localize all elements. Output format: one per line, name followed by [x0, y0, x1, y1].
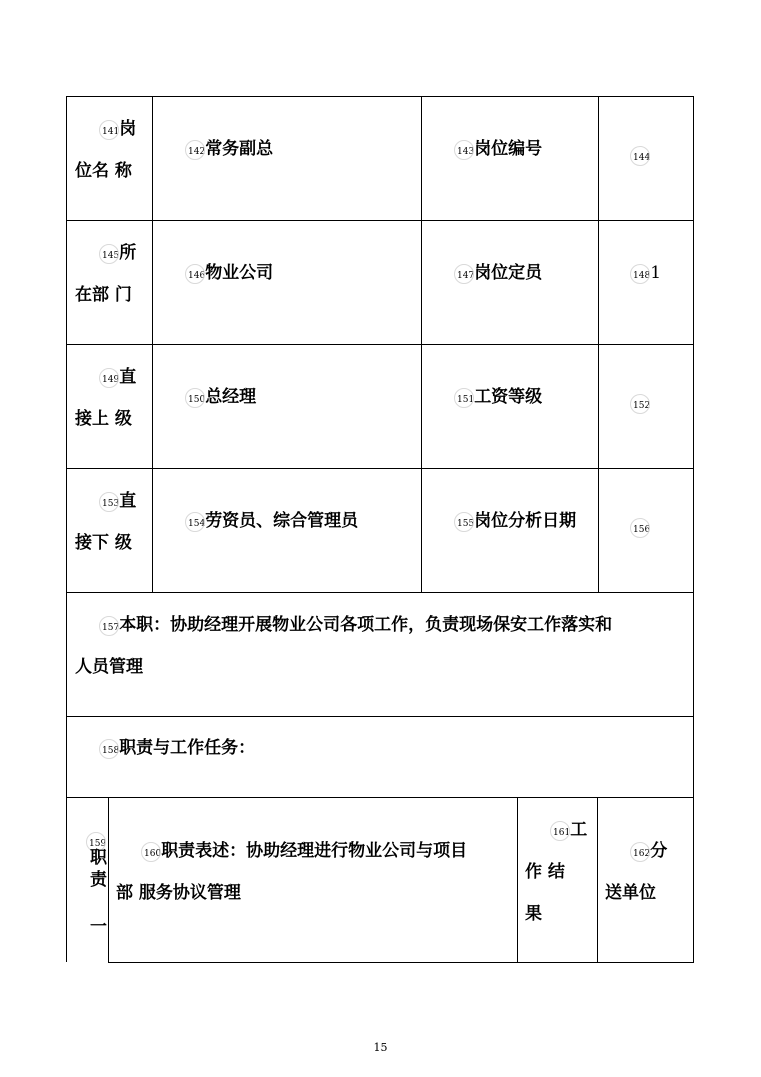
main-duty-row [66, 592, 694, 716]
duties-header: 158职责与工作任务： [102, 738, 256, 758]
duty-one-row [66, 797, 694, 963]
salary-grade-value [633, 395, 650, 412]
page-number: 15 [373, 1041, 388, 1054]
duty-description-cont: 部 服务协议管理 [116, 883, 241, 903]
direct-subordinate-row [66, 468, 694, 592]
distribution-label: 162分 [633, 841, 668, 861]
position-code-value [633, 147, 650, 164]
duty-one-label-1: 职 [90, 848, 107, 868]
ref-number: 155 [457, 519, 475, 529]
headcount-value: 1481 [633, 263, 662, 283]
ref-number: 141 [102, 127, 120, 137]
ref-number: 160 [144, 849, 162, 859]
direct-superior-label: 149直 [102, 367, 137, 387]
position-name-value: 142常务副总 [188, 139, 274, 159]
ref-number: 144 [633, 153, 651, 163]
ref-number: 159 [89, 839, 107, 849]
department-label-cont: 在部 门 [75, 285, 132, 305]
ref-number: 147 [457, 271, 475, 281]
position-name-label: 141岗 [102, 119, 137, 139]
ref-number: 153 [102, 499, 120, 509]
ref-number: 149 [102, 375, 120, 385]
main-duty-text: 157本职：协助经理开展物业公司各项工作，负责现场保安工作落实和 [102, 615, 613, 635]
work-result-label-2: 作 结 [525, 862, 565, 882]
ref-number: 162 [633, 849, 651, 859]
ref-number: 150 [188, 395, 206, 405]
work-result-label: 161工 [553, 820, 588, 840]
position-name-label-cont: 位名 称 [75, 161, 132, 181]
direct-subordinate-label-cont: 接下 级 [75, 533, 132, 553]
direct-subordinate-value: 154劳资员、综合管理员 [188, 511, 359, 531]
ref-number: 157 [102, 623, 120, 633]
ref-number: 146 [188, 271, 206, 281]
department-label: 145所 [102, 243, 137, 263]
duty-one-label-3: 一 [90, 917, 107, 937]
direct-superior-label-cont: 接上 级 [75, 409, 132, 429]
ref-number: 158 [102, 746, 120, 756]
direct-superior-row [66, 344, 694, 468]
analysis-date-value [633, 519, 650, 536]
direct-subordinate-label: 153直 [102, 491, 137, 511]
ref-number: 154 [188, 519, 206, 529]
duty-one-label-2: 责 [90, 870, 107, 890]
ref-number: 152 [633, 401, 651, 411]
work-result-label-3: 果 [525, 904, 542, 924]
direct-superior-value: 150总经理 [188, 387, 257, 407]
ref-number: 142 [188, 147, 206, 157]
ref-number: 161 [553, 828, 571, 838]
ref-number: 156 [633, 525, 651, 535]
distribution-label-2: 送单位 [605, 883, 656, 903]
duties-header-row [66, 716, 694, 797]
ref-number: 145 [102, 251, 120, 261]
ref-number: 143 [457, 147, 475, 157]
main-duty-text-cont: 人员管理 [75, 657, 143, 677]
headcount-label: 147岗位定员 [457, 263, 543, 283]
position-code-label: 143岗位编号 [457, 139, 543, 159]
analysis-date-label: 155岗位分析日期 [457, 511, 577, 531]
duty-description: 160职责表述：协助经理进行物业公司与项目 [144, 841, 468, 861]
ref-number: 151 [457, 395, 475, 405]
ref-number: 148 [633, 271, 651, 281]
position-name-row [66, 96, 694, 220]
salary-grade-label: 151工资等级 [457, 387, 543, 407]
department-row [66, 220, 694, 344]
department-value: 146物业公司 [188, 263, 274, 283]
